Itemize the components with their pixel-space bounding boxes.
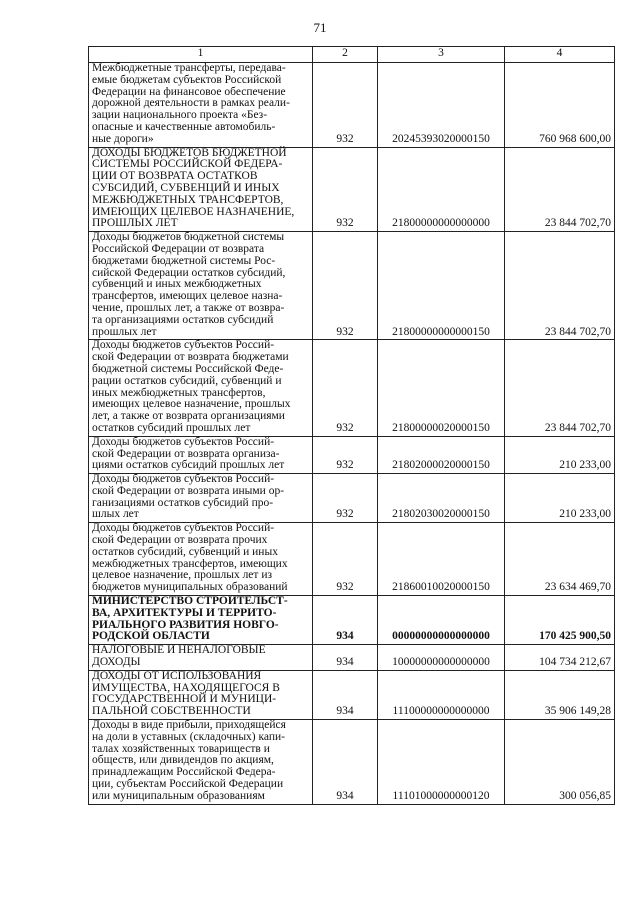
row-amount-cell: 23 634 469,70	[505, 523, 615, 596]
row-budget-code-cell: 21860010020000150	[378, 523, 505, 596]
header-col-3: 3	[378, 47, 505, 63]
row-admin-code-cell: 934	[313, 645, 378, 671]
row-admin-code-cell: 932	[313, 340, 378, 436]
row-name-cell: Доходы бюджетов субъектов Россий- ской Федерации от возврата организа- циями остатков субсидий прошлых лет	[89, 436, 313, 473]
row-admin-code-cell: 932	[313, 147, 378, 232]
row-amount-cell: 170 425 900,50	[505, 596, 615, 645]
row-budget-code-cell: 21800000020000150	[378, 340, 505, 436]
table-row	[89, 436, 615, 473]
row-name-cell: ДОХОДЫ ОТ ИСПОЛЬЗОВАНИЯ ИМУЩЕСТВА, НАХОДЯЩЕГОСЯ В ГОСУДАРСТВЕННОЙ И МУНИЦИ- ПАЛЬНОЙ СОБСТВЕННОСТИ	[89, 670, 313, 719]
row-name-cell: Доходы бюджетов субъектов Россий- ской Федерации от возврата прочих остатков субсидий, субвенций и иных межбюджетных трансфертов, имеющих целевое назначение, прошлых лет из бюджетов муниципальных образований	[89, 523, 313, 596]
row-amount-cell: 23 844 702,70	[505, 147, 615, 232]
page-number: 71	[313, 20, 327, 35]
row-amount-cell: 210 233,00	[505, 436, 615, 473]
row-name-cell: НАЛОГОВЫЕ И НЕНАЛОГОВЫЕ ДОХОДЫ	[89, 645, 313, 671]
table-row	[89, 596, 615, 645]
row-budget-code-cell: 21800000000000000	[378, 147, 505, 232]
table-row	[89, 474, 615, 523]
row-admin-code-cell: 932	[313, 232, 378, 340]
row-amount-cell: 23 844 702,70	[505, 340, 615, 436]
table-row	[89, 147, 615, 232]
header-col-4: 4	[505, 47, 615, 63]
row-amount-cell: 760 968 600,00	[505, 63, 615, 148]
table-header-row	[89, 47, 615, 63]
row-admin-code-cell: 934	[313, 670, 378, 719]
table-row	[89, 232, 615, 340]
row-name-cell: Доходы бюджетов бюджетной системы Российской Федерации от возврата бюджетами бюджетной системы Рос- сийской Федерации остатков субсидий, субвенций и иных межбюджетных трансфертов, имеющих целевое назна- чение, прошлых лет, а также от возвра- та организациями остатков субсидий прошлых лет	[89, 232, 313, 340]
row-admin-code-cell: 932	[313, 63, 378, 148]
row-budget-code-cell: 21802030020000150	[378, 474, 505, 523]
row-admin-code-cell: 932	[313, 436, 378, 473]
table-row	[89, 720, 615, 805]
row-name-cell: Доходы бюджетов субъектов Россий- ской Федерации от возврата иными ор- ганизациями остатков субсидий про- шлых лет	[89, 474, 313, 523]
row-admin-code-cell: 932	[313, 474, 378, 523]
table-row	[89, 340, 615, 436]
row-amount-cell: 210 233,00	[505, 474, 615, 523]
row-budget-code-cell: 20245393020000150	[378, 63, 505, 148]
table-row	[89, 63, 615, 148]
row-budget-code-cell: 11100000000000000	[378, 670, 505, 719]
row-budget-code-cell: 21802000020000150	[378, 436, 505, 473]
row-admin-code-cell: 932	[313, 523, 378, 596]
budget-table-body	[89, 47, 615, 805]
table-row	[89, 670, 615, 719]
row-budget-code-cell: 11101000000000120	[378, 720, 505, 805]
row-amount-cell: 300 056,85	[505, 720, 615, 805]
row-admin-code-cell: 934	[313, 596, 378, 645]
row-name-cell: Доходы бюджетов субъектов Россий- ской Федерации от возврата бюджетами бюджетной системы Российской Феде- рации остатков субсидий, субвенций и иных межбюджетных трансфертов, имеющих целевое назначение, прошлых лет, а также от возврата организациями остатков субсидий прошлых лет	[89, 340, 313, 436]
row-admin-code-cell: 934	[313, 720, 378, 805]
row-amount-cell: 23 844 702,70	[505, 232, 615, 340]
header-col-1: 1	[89, 47, 313, 63]
row-amount-cell: 104 734 212,67	[505, 645, 615, 671]
row-name-cell: Доходы в виде прибыли, приходящейся на доли в уставных (складочных) капи- талах хозяйственных товариществ и обществ, или дивидендов по акциям, принадлежащим Российской Федера- ции, субъектам Российской Федерации или муниципальным образованиям	[89, 720, 313, 805]
row-name-cell: Межбюджетные трансферты, передава- емые бюджетам субъектов Российской Федерации на финансовое обеспечение дорожной деятельности в рамках реали- зации национального проекта «Без- опасные и качественные автомобиль- ные дороги»	[89, 63, 313, 148]
row-budget-code-cell: 10000000000000000	[378, 645, 505, 671]
row-budget-code-cell: 21800000000000150	[378, 232, 505, 340]
row-amount-cell: 35 906 149,28	[505, 670, 615, 719]
row-name-cell: ДОХОДЫ БЮДЖЕТОВ БЮДЖЕТНОЙ СИСТЕМЫ РОССИЙСКОЙ ФЕДЕРА- ЦИИ ОТ ВОЗВРАТА ОСТАТКОВ СУБСИДИЙ, СУБВЕНЦИЙ И ИНЫХ МЕЖБЮДЖЕТНЫХ ТРАНСФЕРТОВ, ИМЕЮЩИХ ЦЕЛЕВОЕ НАЗНАЧЕНИЕ, ПРОШЛЫХ ЛЕТ	[89, 147, 313, 232]
table-row	[89, 645, 615, 671]
row-budget-code-cell: 00000000000000000	[378, 596, 505, 645]
budget-table	[88, 46, 615, 805]
row-name-cell: МИНИСТЕРСТВО СТРОИТЕЛЬСТ- ВА, АРХИТЕКТУРЫ И ТЕРРИТО- РИАЛЬНОГО РАЗВИТИЯ НОВГО- РОДСКОЙ ОБЛАСТИ	[89, 596, 313, 645]
table-row	[89, 523, 615, 596]
header-col-2: 2	[313, 47, 378, 63]
